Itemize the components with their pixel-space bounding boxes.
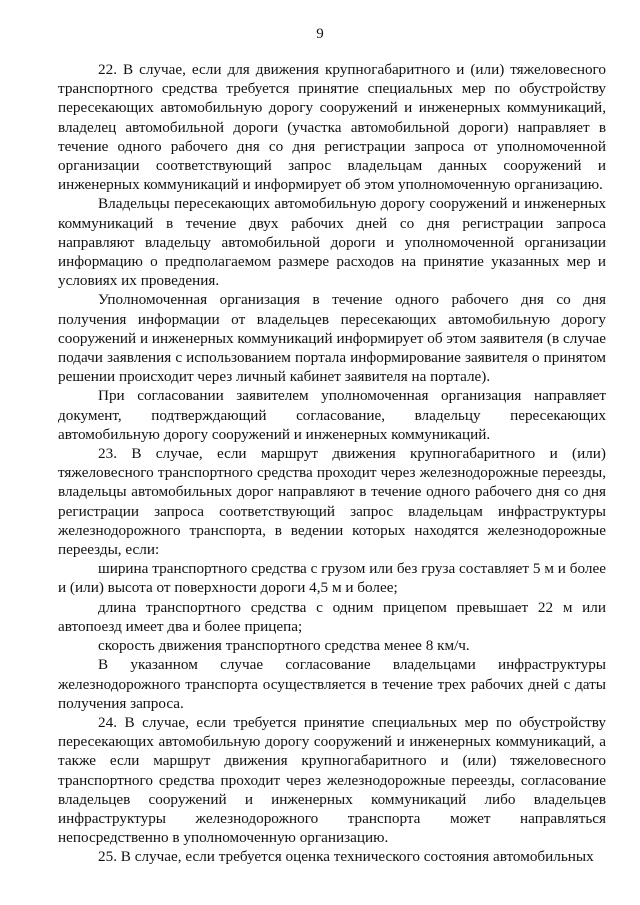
page-number: 9 (316, 26, 324, 42)
paragraph-owners-response: Владельцы пересекающих автомобильную дорогу сооружений и инженерных коммуникаций в течение двух рабочих дней со дня регистрации запроса направляют владельцу автомобильной дороги и уполномоченной организации информацию о предполагаемом размере расходов на принятие указанных мер и условиях их проведения. (58, 195, 606, 290)
document-body (58, 60, 606, 867)
condition-speed: скорость движения транспортного средства менее 8 км/ч. (98, 637, 470, 655)
condition-width-height: ширина транспортного средства с грузом или без груза составляет 5 м и более и (или) высота от поверхности дороги 4,5 м и более; (58, 560, 606, 597)
paragraph-24: 24. В случае, если требуется принятие специальных мер по обустройству пересекающих автомобильную дорогу сооружений и инженерных коммуникаций, а также если маршрут движения крупногабаритного и (или) тяжеловесного транспортного средства проходит через железнодорожные переезды, согласование владельцев сооружений и инженерных коммуникаций либо владельцев инфраструктуры железнодорожного транспорта может направляться непосредственно в уполномоченную организацию. (58, 713, 606, 847)
paragraph-authorized-org-inform: Уполномоченная организация в течение одного рабочего дня со дня получения информации от владельцев пересекающих автомобильную дорогу сооружений и инженерных коммуникаций информирует об этом заявителя (в случае подачи заявления с использованием портала информирование заявителя о принятом решении происходит через личный кабинет заявителя на портале). (58, 291, 606, 386)
paragraph-23: 23. В случае, если маршрут движения крупногабаритного и (или) тяжеловесного транспортного средства проходит через железнодорожные переезды, владельцы автомобильных дорог направляют в течение одного рабочего дня со дня регистрации запроса соответствующий запрос владельцам инфраструктуры железнодорожного транспорта, в ведении которых находятся железнодорожные переезды, если: (58, 445, 606, 559)
paragraph-25: 25. В случае, если требуется оценка технического состояния автомобильных (98, 848, 594, 866)
condition-length-trailers: длина транспортного средства с одним прицепом превышает 22 м или автопоезд имеет два и более прицепа; (58, 598, 606, 635)
paragraph-approval-document: При согласовании заявителем уполномоченная организация направляет документ, подтверждающий согласование, владельцу пересекающих автомобильную дорогу сооружений и инженерных коммуникаций. (58, 387, 606, 443)
paragraph-railway-approval-term: В указанном случае согласование владельцами инфраструктуры железнодорожного транспорта осуществляется в течение трех рабочих дней с даты получения запроса. (58, 656, 606, 712)
paragraph-22: 22. В случае, если для движения крупногабаритного и (или) тяжеловесного транспортного средства требуется принятие специальных мер по обустройству пересекающих автомобильную дорогу сооружений и инженерных коммуникаций, владелец автомобильной дороги (участка автомобильной дороги) направляет в течение одного рабочего дня со дня регистрации запроса от уполномоченной организации соответствующий запрос владельцам данных сооружений и инженерных коммуникаций и информирует об этом уполномоченную организацию. (58, 61, 606, 194)
